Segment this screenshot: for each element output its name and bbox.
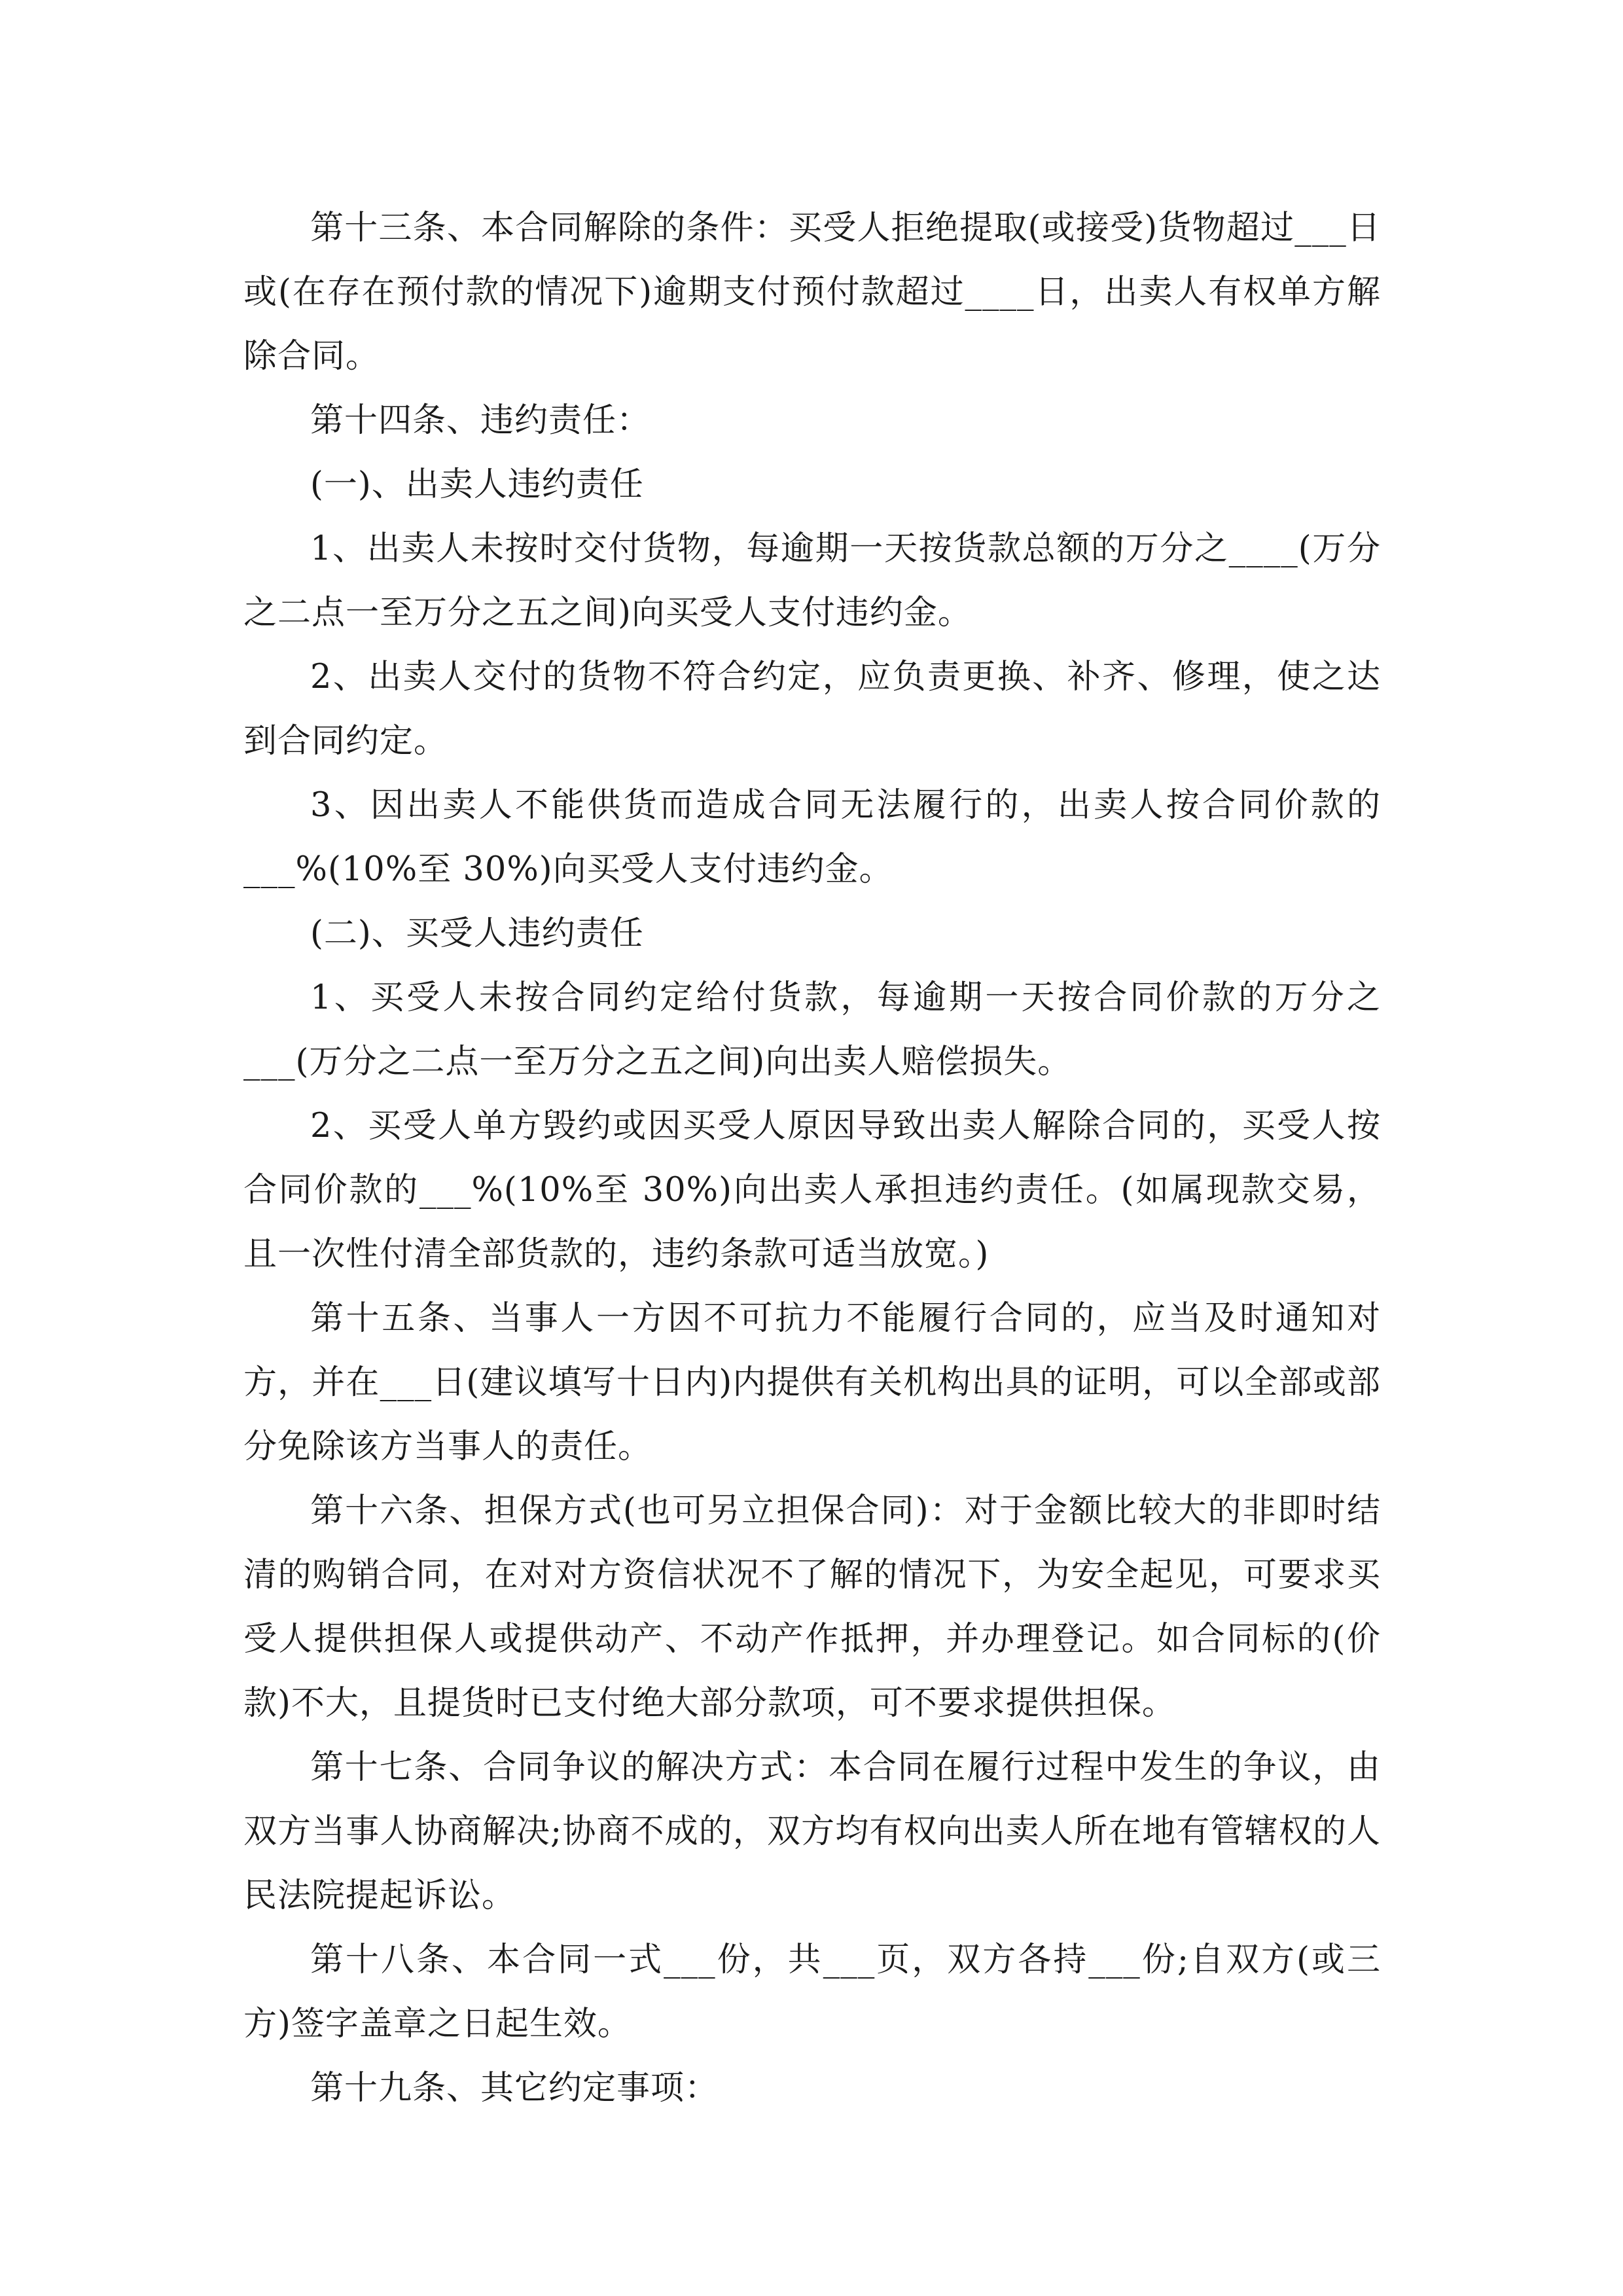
paragraph-article-15: 第十五条、当事人一方因不可抗力不能履行合同的，应当及时通知对方，并在___日(建议填写十日内)内提供有关机构出具的证明，可以全部或部分免除该方当事人的责任。 (243, 1299, 1381, 1466)
paragraph-buyer-liability-1: 1、买受人未按合同约定给付货款，每逾期一天按合同价款的万分之___(万分之二点一至万分之五之间)向出卖人赔偿损失。 (243, 978, 1381, 1081)
paragraph-seller-liability-1: 1、出卖人未按时交付货物，每逾期一天按货款总额的万分之____(万分之二点一至万分之五之间)向买受人支付违约金。 (243, 529, 1381, 632)
paragraph-article-14-title: 第十四条、违约责任： (310, 401, 651, 440)
paragraph-article-13: 第十三条、本合同解除的条件：买受人拒绝提取(或接受)货物超过___日或(在存在预付款的情况下)逾期支付预付款超过____日，出卖人有权单方解除合同。 (243, 209, 1381, 376)
paragraph-seller-liability-2: 2、出卖人交付的货物不符合约定，应负责更换、补齐、修理，使之达到合同约定。 (243, 658, 1381, 761)
paragraph-article-19: 第十九条、其它约定事项： (310, 2069, 719, 2108)
paragraph-buyer-liability-2: 2、买受人单方毁约或因买受人原因导致出卖人解除合同的，买受人按合同价款的___%(10%至 30%)向出卖人承担违约责任。(如属现款交易，且一次性付清全部货款的，违约条款可适当放宽。) (243, 1107, 1381, 1274)
paragraph-seller-liability-heading: (一)、出卖人违约责任 (310, 465, 644, 504)
paragraph-buyer-liability-heading: (二)、买受人违约责任 (310, 914, 644, 953)
paragraph-seller-liability-3: 3、因出卖人不能供货而造成合同无法履行的，出卖人按合同价款的___%(10%至 30%)向买受人支付违约金。 (243, 786, 1381, 889)
paragraph-article-18: 第十八条、本合同一式___份，共___页，双方各持___份;自双方(或三方)签字盖章之日起生效。 (243, 1941, 1381, 2043)
paragraph-article-16: 第十六条、担保方式(也可另立担保合同)：对于金额比较大的非即时结清的购销合同，在对对方资信状况不了解的情况下，为安全起见，可要求买受人提供担保人或提供动产、不动产作抵押，并办理登记。如合同标的(价款)不大，且提货时已支付绝大部分款项，可不要求提供担保。 (243, 1492, 1381, 1723)
paragraph-article-17: 第十七条、合同争议的解决方式：本合同在履行过程中发生的争议，由双方当事人协商解决;协商不成的，双方均有权向出卖人所在地有管辖权的人民法院提起诉讼。 (243, 1748, 1381, 1915)
document-body (243, 196, 1381, 2121)
